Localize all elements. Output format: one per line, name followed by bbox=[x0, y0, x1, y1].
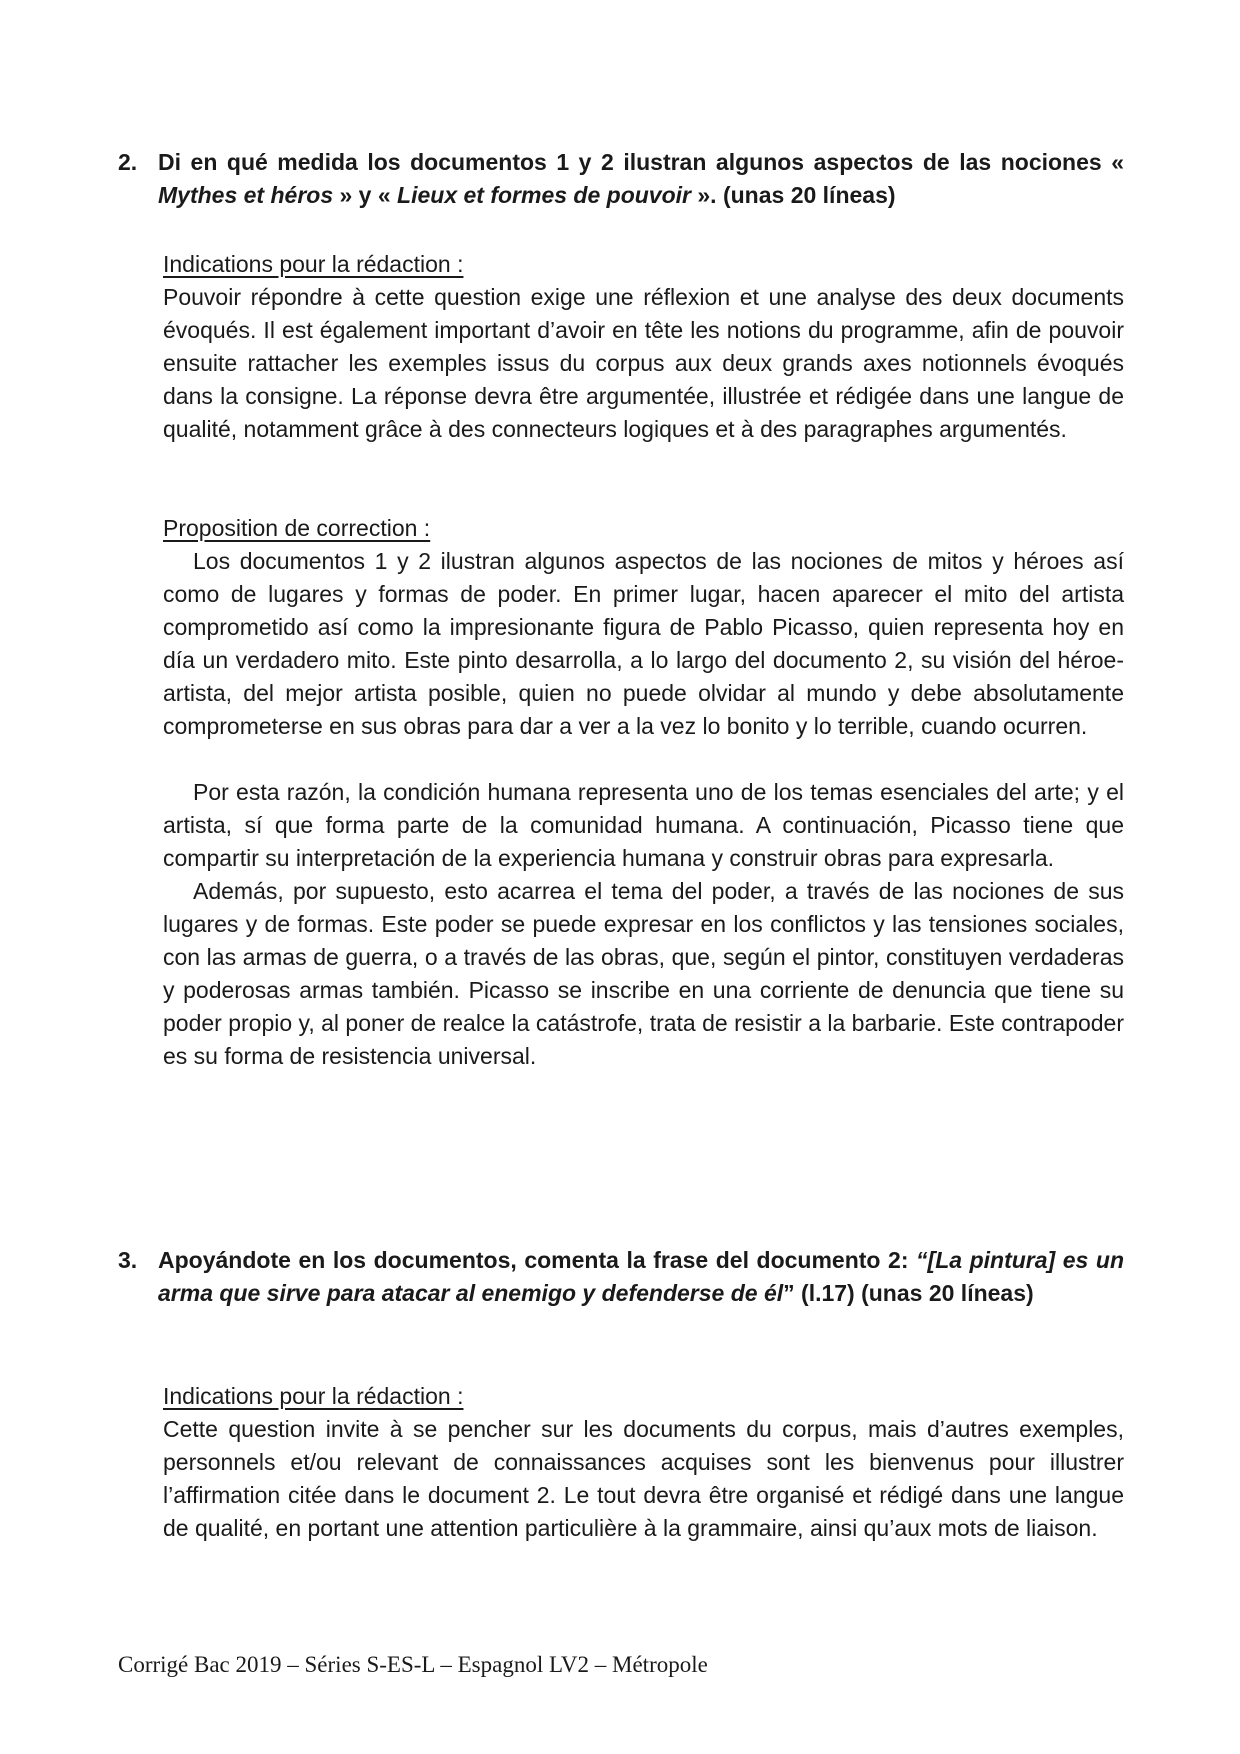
proposition-heading: Proposition de correction : bbox=[163, 515, 431, 541]
question-3-indications bbox=[163, 1380, 1124, 1545]
question-3-text-b: ” (l.17) (unas 20 líneas) bbox=[783, 1280, 1034, 1306]
question-2-text-b: » y « bbox=[333, 182, 398, 208]
question-2-text-c: ». (unas 20 líneas) bbox=[691, 182, 896, 208]
page-footer: Corrigé Bac 2019 – Séries S-ES-L – Espagnol LV2 – Métropole bbox=[118, 1652, 708, 1677]
question-3-text-a: Apoyándote en los documentos, comenta la frase del documento 2: bbox=[158, 1247, 917, 1273]
indications-heading: Indications pour la rédaction : bbox=[163, 1383, 464, 1409]
proposition-paragraph-1: Los documentos 1 y 2 ilustran algunos aspectos de las nociones de mitos y héroes así como de lugares y formas de poder. En primer lugar, hacen aparecer el mito del artista comprometido así como la impresionante figura de Pablo Picasso, quien representa hoy en día un verdadero mito. Este pinto desarrolla, a lo largo del documento 2, su visión del héroe-artista, del mejor artista posible, quien no puede olvidar al mundo y debe absolutamente comprometerse en sus obras para dar a ver a la vez lo bonito y lo terrible, cuando ocurren. bbox=[163, 548, 1124, 739]
question-2-term-lieux: Lieux et formes de pouvoir bbox=[397, 182, 691, 208]
question-3-number: 3. bbox=[118, 1247, 138, 1273]
question-3-text bbox=[158, 1244, 1124, 1310]
indications-heading: Indications pour la rédaction : bbox=[163, 251, 464, 277]
indications-text: Cette question invite à se pencher sur les documents du corpus, mais d’autres exemples, personnels et/ou relevant de connaissances acquises sont les bienvenus pour illustrer l’affirmation citée dans le document 2. Le tout devra être organisé et rédigé dans une langue de qualité, en portant une attention particulière à la grammaire, ainsi qu’aux mots de liaison. bbox=[163, 1416, 1124, 1541]
question-2-proposition bbox=[163, 512, 1124, 1073]
proposition-paragraph-2: Por esta razón, la condición humana representa uno de los temas esenciales del arte; y el artista, sí que forma parte de la comunidad humana. A continuación, Picasso tiene que compartir su interpretación de la experiencia humana y construir obras para expresarla. bbox=[163, 779, 1124, 871]
question-2 bbox=[118, 146, 1124, 212]
paragraph-gap bbox=[163, 743, 1124, 776]
question-2-text bbox=[158, 146, 1124, 212]
indications-text: Pouvoir répondre à cette question exige une réflexion et une analyse des deux documents évoqués. Il est également important d’avoir en tête les notions du programme, afin de pouvoir ensuite rattacher les exemples issus du corpus aux deux grands axes notionnels évoqués dans la consigne. La réponse devra être argumentée, illustrée et rédigée dans une langue de qualité, notamment grâce à des connecteurs logiques et à des paragraphes argumentés. bbox=[163, 284, 1124, 442]
question-2-term-mythes: Mythes et héros bbox=[158, 182, 334, 208]
question-3 bbox=[118, 1244, 1124, 1310]
question-2-text-a: Di en qué medida los documentos 1 y 2 ilustran algunos aspectos de las nociones « bbox=[158, 149, 1124, 175]
question-2-number: 2. bbox=[118, 149, 138, 175]
proposition-paragraph-3: Además, por supuesto, esto acarrea el tema del poder, a través de las nociones de sus lugares y de formas. Este poder se puede expresar en los conflictos y las tensiones sociales, con las armas de guerra, o a través de las obras, que, según el pintor, constituyen verdaderas y poderosas armas también. Picasso se inscribe en una corriente de denuncia que tiene su poder propio y, al poner de realce la catástrofe, trata de resistir a la barbarie. Este contrapoder es su forma de resistencia universal. bbox=[163, 878, 1124, 1069]
question-2-indications bbox=[163, 248, 1124, 446]
question-3-quote: “[La pintura] es un arma que sirve para atacar al enemigo y defenderse de él bbox=[158, 1247, 1125, 1306]
